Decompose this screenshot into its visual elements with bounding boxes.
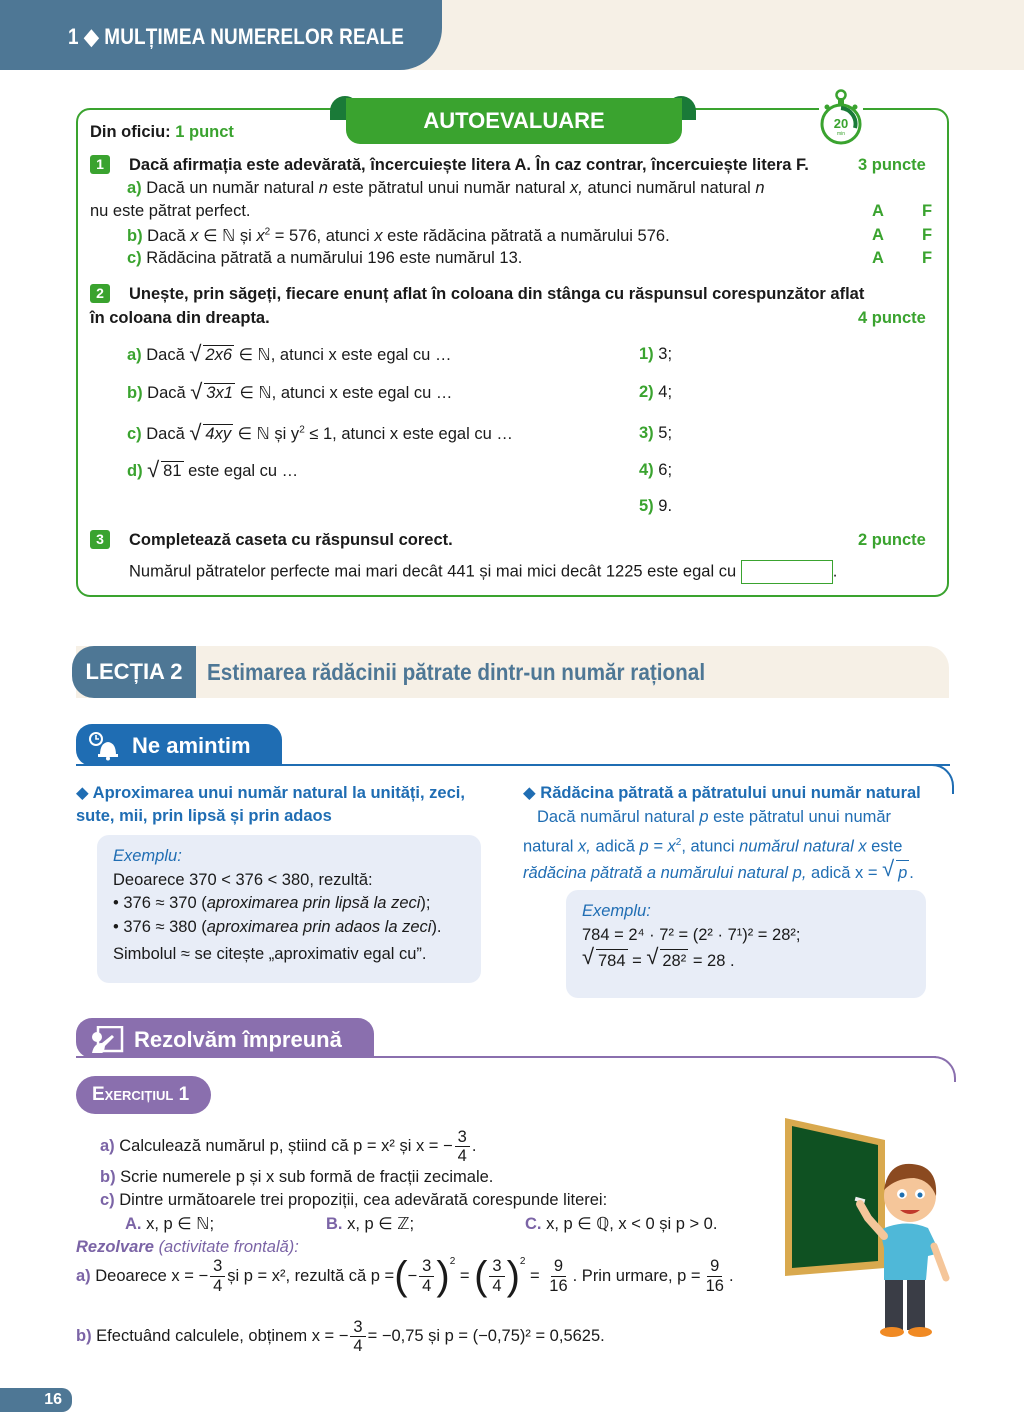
answer-value: 5; bbox=[658, 424, 673, 442]
q1-b-text: Dacă bbox=[147, 227, 191, 245]
q2-d-label: d) bbox=[127, 462, 143, 480]
sqrt-expression bbox=[189, 424, 233, 444]
q1-a-option-f[interactable]: F bbox=[922, 202, 933, 220]
example-label: Exemplu: bbox=[113, 847, 182, 865]
timer-value: 20 bbox=[833, 116, 849, 131]
answer-input-box[interactable] bbox=[741, 560, 833, 584]
answer-label: 2) bbox=[639, 383, 654, 401]
item-label: c) bbox=[100, 1191, 115, 1209]
section-divider-curve bbox=[930, 764, 954, 794]
autoevaluare-tab: AUTOEVALUARE bbox=[346, 98, 682, 144]
q2-c-sup: 2 bbox=[299, 424, 305, 436]
solution-a: a) Deoarece x = − $\frac{3}{4}$ și p = x², rezultă că p = ( − $\frac{3}{4}$ ) 2 = ( $\frac{3}{4}$ ) 2 = $\frac{9}{16}$ . Prin urmare, p = $\frac{9}{16}$ . bbox=[76, 1254, 734, 1298]
solution-note: (activitate frontală): bbox=[158, 1238, 299, 1256]
q2-a-pre: Dacă bbox=[146, 346, 185, 364]
fraction: $\frac{3}{4}$ bbox=[455, 1128, 470, 1165]
sqrt-expression bbox=[190, 383, 235, 403]
option-b[interactable]: B. x, p ∈ ℤ; bbox=[326, 1215, 415, 1233]
exercise-item-c bbox=[100, 1191, 607, 1210]
q1-c-option-a[interactable]: A bbox=[872, 249, 884, 267]
q1-b-option-f[interactable]: F bbox=[922, 226, 933, 244]
solution-heading bbox=[76, 1238, 299, 1257]
question-3-badge: 3 bbox=[90, 530, 110, 549]
question-1-points: 3 puncte bbox=[858, 156, 926, 174]
question-3-prompt: Completează caseta cu răspunsul corect. bbox=[129, 531, 453, 549]
q1-b-var: x bbox=[256, 227, 265, 245]
item-text: Dintre următoarele trei propoziții, cea adevărată corespunde literei: bbox=[119, 1191, 608, 1209]
sqrt-expression: √ p bbox=[882, 860, 909, 886]
q2-c-post: ≤ 1, atunci x este egal cu … bbox=[304, 425, 513, 443]
sqrt-expression bbox=[189, 345, 234, 365]
fraction: $\frac{3}{4}$ bbox=[350, 1318, 365, 1355]
question-1-prompt: Dacă afirmația este adevărată, încercuiește litera A. În caz contrar, încercuiește litera F. bbox=[129, 156, 809, 174]
question-2-prompt-line1: Unește, prin săgeți, fiecare enunț aflat în coloana din stânga cu răspunsul corespunzător aflat bbox=[129, 285, 865, 303]
q2-b-pre: Dacă bbox=[147, 384, 186, 402]
example-line-sqrt: √ 784 = √ 28² = 28 . bbox=[582, 949, 910, 974]
example-line: Deoarece 370 < 376 < 380, rezultă: bbox=[113, 870, 373, 889]
q1-a-label: a) bbox=[127, 179, 142, 197]
question-3-points: 2 puncte bbox=[858, 531, 926, 549]
q1-b-text: = 576, atunci bbox=[270, 227, 375, 245]
din-oficiu-points: 1 punct bbox=[175, 123, 234, 141]
item-label: a) bbox=[100, 1137, 115, 1155]
item-label: b) bbox=[100, 1168, 116, 1186]
option-c[interactable]: C. x, p ∈ ℚ, x < 0 și p > 0. bbox=[525, 1215, 718, 1233]
q1-b-text: ∈ ℕ și bbox=[198, 227, 257, 245]
example-line: 784 = 2⁴ · 7² = (2² · 7¹)² = 28²; bbox=[582, 925, 801, 944]
q3-end: . bbox=[832, 562, 838, 581]
question-3-statement bbox=[129, 560, 837, 584]
q1-a-text: atunci numărul natural bbox=[582, 179, 756, 197]
radicand: 81 bbox=[163, 462, 182, 480]
fraction: $\frac{3}{4}$ bbox=[210, 1257, 225, 1294]
q2-c-label: c) bbox=[127, 425, 142, 443]
q2-c-post: ∈ ℕ și y bbox=[237, 425, 300, 443]
board-writing-icon bbox=[90, 1026, 124, 1054]
question-2-badge: 2 bbox=[90, 284, 110, 303]
radicand: 2x6 bbox=[205, 346, 232, 364]
item-text: Scrie numerele p și x sub formă de fracții zecimale. bbox=[120, 1168, 494, 1186]
q1-c-option-f[interactable]: F bbox=[922, 249, 933, 267]
q1-b-var: x bbox=[190, 227, 199, 245]
example-bullet-2: • 376 ≈ 380 (aproximarea prin adaos la zeci). bbox=[113, 917, 442, 936]
example-bullet-1: • 376 ≈ 370 (aproximarea prin lipsă la zeci); bbox=[113, 894, 431, 912]
sqrt-expression bbox=[147, 461, 183, 481]
solution-label: Rezolvare bbox=[76, 1238, 154, 1256]
option-a[interactable]: A. x, p ∈ ℕ; bbox=[125, 1215, 215, 1233]
q1-a-option-a[interactable]: A bbox=[872, 202, 884, 220]
left-subheading-line1: ◆ Aproximarea unui număr natural la unități, zeci, bbox=[76, 784, 465, 802]
answer-label: 3) bbox=[639, 424, 654, 442]
q2-b-post: ∈ ℕ, atunci x este egal cu … bbox=[239, 384, 453, 402]
left-subheading bbox=[76, 782, 465, 828]
din-oficiu bbox=[90, 123, 234, 142]
solution-b: b) Efectuând calculele, obținem x = − $\frac{3}{4}$ = −0,75 și p = (−0,75)² = 0,5625. bbox=[76, 1318, 605, 1356]
question-2-points: 4 puncte bbox=[858, 309, 926, 327]
radicand: 4xy bbox=[205, 425, 232, 443]
answer-value: 9. bbox=[658, 497, 673, 515]
q1-b-text: este rădăcina pătrată a numărului 576. bbox=[382, 227, 670, 245]
q1-b-label: b) bbox=[127, 227, 143, 245]
ne-amintim-tab: Ne amintim bbox=[76, 724, 282, 766]
exercise-item-b bbox=[100, 1168, 493, 1187]
q2-left-b bbox=[127, 383, 452, 403]
answer-label: 1) bbox=[639, 345, 654, 363]
bell-clock-icon bbox=[88, 731, 122, 761]
answer-value: 6; bbox=[658, 461, 673, 479]
lesson-title: Estimarea rădăcinii pătrate dintr-un număr rațional bbox=[207, 659, 706, 685]
timer-unit: min bbox=[836, 131, 846, 137]
q1-b-option-a[interactable]: A bbox=[872, 226, 884, 244]
q2-b-label: b) bbox=[127, 384, 143, 402]
answer-label: 4) bbox=[639, 461, 654, 479]
q1-a-line2: nu este pătrat perfect. bbox=[90, 202, 251, 220]
q2-a-post: ∈ ℕ, atunci x este egal cu … bbox=[238, 346, 452, 364]
q1-item-a bbox=[127, 179, 765, 198]
q2-right-4 bbox=[639, 461, 672, 480]
right-definition: Dacă numărul natural p este pătratul unui număr natural x, adică $p = x^2$, atunci numărul natural x este rădăcina pătrată a numărului natural p, adică x = √ p . bbox=[523, 805, 951, 886]
item-text: Calculează numărul p, știind că p = x² și x = − bbox=[119, 1137, 453, 1155]
example-box-left bbox=[97, 835, 481, 983]
lesson-tag: LECȚIA 2 bbox=[72, 646, 196, 698]
q2-a-label: a) bbox=[127, 346, 142, 364]
section-divider-curve bbox=[928, 1056, 956, 1082]
example-line: Simbolul ≈ se citește „aproximativ egal cu”. bbox=[113, 945, 427, 963]
fraction: $\frac{3}{4}$ bbox=[419, 1257, 434, 1294]
q2-right-1 bbox=[639, 345, 672, 364]
page-number: 16 bbox=[0, 1388, 72, 1412]
exercise-label: Exercițiul 1 bbox=[76, 1076, 211, 1114]
q1-c-text: Rădăcina pătrată a numărului 196 este numărul 13. bbox=[146, 249, 523, 267]
right-subheading: ◆ Rădăcina pătrată a pătratului unui număr natural bbox=[523, 784, 921, 802]
q2-left-a bbox=[127, 345, 451, 365]
q1-a-var: n bbox=[318, 179, 328, 197]
example-box-right bbox=[566, 890, 926, 998]
q3-text: Numărul pătratelor perfecte mai mari decât 441 și mai mici decât 1225 este egal cu bbox=[129, 562, 737, 581]
fraction: $\frac{9}{16}$ bbox=[705, 1257, 724, 1295]
q1-b-sup: 2 bbox=[264, 226, 271, 238]
q1-b-var: x bbox=[374, 227, 383, 245]
boy-at-chalkboard-illustration bbox=[780, 1118, 960, 1348]
q1-a-var: n bbox=[755, 179, 765, 197]
q2-left-c bbox=[127, 424, 513, 444]
din-oficiu-label: Din oficiu: bbox=[90, 123, 171, 141]
q1-item-c bbox=[127, 249, 522, 268]
q2-c-pre: Dacă bbox=[146, 425, 185, 443]
fraction: $\frac{3}{4}$ bbox=[489, 1257, 504, 1294]
q1-a-text: este pătratul unui număr natural bbox=[327, 179, 571, 197]
answer-label: 5) bbox=[639, 497, 654, 515]
q1-a-text: Dacă un număr natural bbox=[146, 179, 319, 197]
stopwatch-icon bbox=[819, 88, 863, 146]
chapter-title: 1 ◆ MULȚIMEA NUMERELOR REALE bbox=[68, 24, 405, 49]
answer-value: 3; bbox=[658, 345, 673, 363]
q1-a-var: x, bbox=[570, 179, 583, 197]
q2-right-5 bbox=[639, 497, 672, 516]
q2-right-3 bbox=[639, 424, 672, 443]
q2-right-2 bbox=[639, 383, 672, 402]
radicand: 3x1 bbox=[206, 384, 233, 402]
example-label: Exemplu: bbox=[582, 902, 651, 920]
q2-d-post: este egal cu … bbox=[188, 462, 299, 480]
left-subheading-line2: sute, mii, prin lipsă și prin adaos bbox=[76, 807, 332, 825]
q1-c-label: c) bbox=[127, 249, 142, 267]
q1-item-b bbox=[127, 226, 670, 246]
rezolvam-tab: Rezolvăm împreună bbox=[76, 1018, 374, 1058]
q2-left-d bbox=[127, 461, 298, 481]
fraction: $\frac{9}{16}$ bbox=[549, 1257, 568, 1295]
exercise-item-a: a) Calculează numărul p, știind că p = x² și x = − $\frac{3}{4}$ . bbox=[100, 1128, 477, 1166]
answer-value: 4; bbox=[658, 383, 673, 401]
question-1-badge: 1 bbox=[90, 155, 110, 174]
question-2-prompt-line2: în coloana din dreapta. bbox=[90, 309, 270, 327]
